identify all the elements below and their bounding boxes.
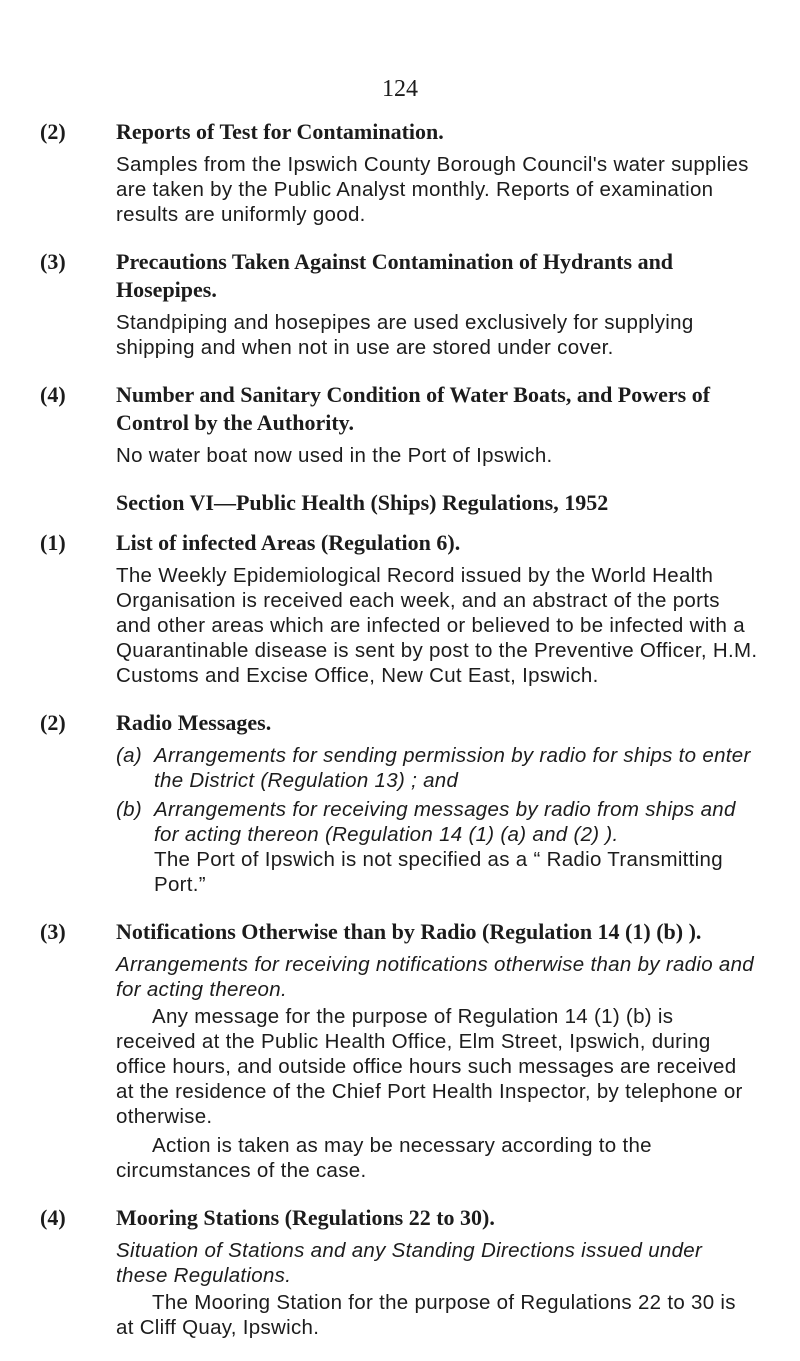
sub-item-text: Arrangements for receiving messages by radio from ships and for acting thereon (Regulation 14 (1) (a) and (2) ). bbox=[154, 798, 736, 846]
item-title: Number and Sanitary Condition of Water Boats, and Powers of Control by the Authority. bbox=[116, 382, 711, 435]
page-number: 124 bbox=[382, 76, 418, 102]
sub-item-a bbox=[116, 743, 758, 793]
item-number: (4) bbox=[40, 1205, 66, 1230]
sub-item-label: (b) bbox=[116, 798, 142, 821]
item-body: The Mooring Station for the purpose of Regulations 22 to 30 is at Cliff Quay, Ipswich. bbox=[116, 1291, 736, 1339]
page-content bbox=[40, 118, 758, 1361]
item-subtitle: Arrangements for receiving notifications otherwise than by radio and for acting thereon. bbox=[116, 953, 755, 1001]
item-body: Standpiping and hosepipes are used exclusively for supplying shipping and when not in use are stored under cover. bbox=[116, 311, 694, 359]
sub-item-b bbox=[116, 797, 758, 847]
item-precautions bbox=[40, 248, 758, 360]
item-number: (2) bbox=[40, 710, 66, 735]
item-water-boats bbox=[40, 381, 758, 468]
item-number: (3) bbox=[40, 919, 66, 944]
item-body: Action is taken as may be necessary according to the circumstances of the case. bbox=[116, 1134, 652, 1182]
item-reports bbox=[40, 118, 758, 227]
item-notifications bbox=[40, 918, 758, 1183]
item-heading bbox=[40, 248, 758, 304]
item-title: List of infected Areas (Regulation 6). bbox=[116, 530, 461, 555]
item-heading bbox=[40, 529, 758, 557]
item-body: The Weekly Epidemiological Record issued by the World Health Organisation is received each week, and an abstract of the ports and other areas which are infected or believed to be infected with a Quarantinable disease is sent by post to the Preventive Officer, H.M. Customs and Excise Office, New Cut East, Ipswich. bbox=[116, 564, 758, 687]
item-body: Any message for the purpose of Regulation 14 (1) (b) is received at the Public Health Office, Elm Street, Ipswich, during office hours, and outside office hours such messages are received at the residence of the Chief Port Health Inspector, by telephone or otherwise. bbox=[116, 1005, 743, 1128]
item-heading bbox=[40, 1204, 758, 1232]
item-title: Precautions Taken Against Contamination of Hydrants and Hosepipes. bbox=[116, 249, 674, 302]
item-number: (3) bbox=[40, 249, 66, 274]
item-title: Notifications Otherwise than by Radio (Regulation 14 (1) (b) ). bbox=[116, 919, 702, 944]
item-mooring bbox=[40, 1204, 758, 1340]
sub-item-text: Arrangements for sending permission by radio for ships to enter the District (Regulation 13) ; and bbox=[154, 744, 751, 792]
item-title: Radio Messages. bbox=[116, 710, 272, 735]
item-heading bbox=[40, 918, 758, 946]
section-heading-block bbox=[78, 489, 758, 517]
item-heading bbox=[40, 118, 758, 146]
item-heading bbox=[40, 381, 758, 437]
item-title: Mooring Stations (Regulations 22 to 30). bbox=[116, 1205, 495, 1230]
sub-item-label: (a) bbox=[116, 744, 142, 767]
sub-item-body: The Port of Ipswich is not specified as a “ Radio Transmitting Port.” bbox=[154, 848, 723, 896]
item-subtitle: Situation of Stations and any Standing Directions issued under these Regulations. bbox=[116, 1239, 703, 1287]
section-title: Section VI—Public Health (Ships) Regulations, 1952 bbox=[116, 490, 609, 515]
item-heading bbox=[40, 709, 758, 737]
item-body: No water boat now used in the Port of Ipswich. bbox=[116, 444, 553, 467]
item-number: (4) bbox=[40, 382, 66, 407]
item-infected-areas bbox=[40, 529, 758, 688]
item-number: (1) bbox=[40, 530, 66, 555]
item-radio-messages bbox=[40, 709, 758, 897]
item-body: Samples from the Ipswich County Borough Council's water supplies are taken by the Public Analyst monthly. Reports of examination results are uniformly good. bbox=[116, 153, 749, 226]
item-number: (2) bbox=[40, 119, 66, 144]
item-title: Reports of Test for Contamination. bbox=[116, 119, 444, 144]
